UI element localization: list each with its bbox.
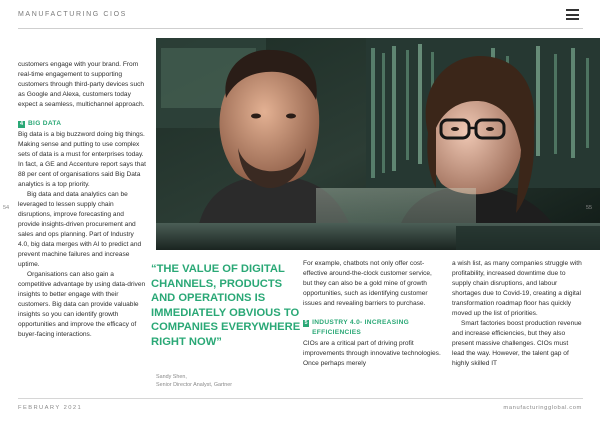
hamburger-menu-icon[interactable] [566, 9, 579, 20]
publication-brand: MANUFACTURING CIOS [18, 11, 127, 18]
section-title: BIG DATA [28, 120, 62, 127]
section-title: INDUSTRY 4.0- INCREASING EFFICIENCIES [312, 319, 410, 336]
section-number-badge: 5 [304, 319, 308, 326]
paragraph: Smart factories boost production revenue and increase efficiencies, but they also present massive challenges. CIOs must lead the way. However, the talent gap of highly skilled IT [452, 320, 582, 367]
issue-date: FEBRUARY 2021 [18, 405, 83, 411]
article-column-4 [452, 259, 582, 369]
hero-photo [156, 38, 600, 250]
section-number-badge: 4 [19, 120, 24, 127]
paragraph: Big data is a big buzzword doing big things. Making sense and putting to use complex sets of data is a must for enterprises today. In fact, a GE and Accenture report says that 88 per cent of organisations said Big Data analytics is a top priority. [18, 131, 146, 188]
section-heading-big-data [18, 119, 146, 129]
intro-paragraph: customers engage with your brand. From real-time engagement to supporting customers through third-party devices such as Google and Alexa, customers today expect a seamless, multichannel approach. [18, 61, 145, 108]
article-column-1 [18, 60, 146, 340]
header-divider [18, 28, 583, 29]
quote-author-name: Sandy Shen, [156, 374, 187, 380]
footer-divider [18, 398, 583, 399]
website-link[interactable]: manufacturingglobal.com [503, 405, 582, 411]
paragraph: For example, chatbots not only offer cost-effective around-the-clock customer service, but they can also be a gold mine of growth opportunities, such as identifying customer issues and revealing barriers to purchase. [303, 260, 432, 307]
page-number-right: 55 [586, 205, 593, 211]
section-heading-industry-4 [303, 318, 441, 338]
quote-author-title: Senior Director Analyst, Gartner [156, 382, 233, 388]
paragraph: Big data and data analytics can be leveraged to lessen supply chain disruptions, improve forecasting and provide insights-driven procurement and sales and ops planning. Part of Industry 4.0, big data merges with AI to predict and prevent machine failures and increase uptime. [18, 191, 142, 268]
paragraph: a wish list, as many companies struggle with profitability, increased downtime due to supply chain disruptions, and labour shortages due to Covid-19, creating a digital transformation roadmap floor has quickly moved up the list of priorities. [452, 260, 582, 317]
top-bar [0, 0, 600, 30]
paragraph: Organisations can also gain a competitive advantage by using data-driven insights to better engage with their customers. Big data can provide valuable insights so you can identify growth opportunities and improve the efficacy of buyer-facing interactions. [18, 271, 146, 338]
article-column-3 [303, 259, 441, 369]
page-number-left: 54 [3, 205, 10, 211]
pull-quote: “THE VALUE OF DIGITAL CHANNELS, PRODUCTS AND OPERATIONS IS IMMEDIATELY OBVIOUS TO COMPANIES EVERYWHERE RIGHT NOW” [151, 263, 301, 348]
paragraph: CIOs are a critical part of driving profit improvements through innovative technologies. Once perhaps merely [303, 340, 441, 367]
quote-attribution [156, 373, 296, 389]
